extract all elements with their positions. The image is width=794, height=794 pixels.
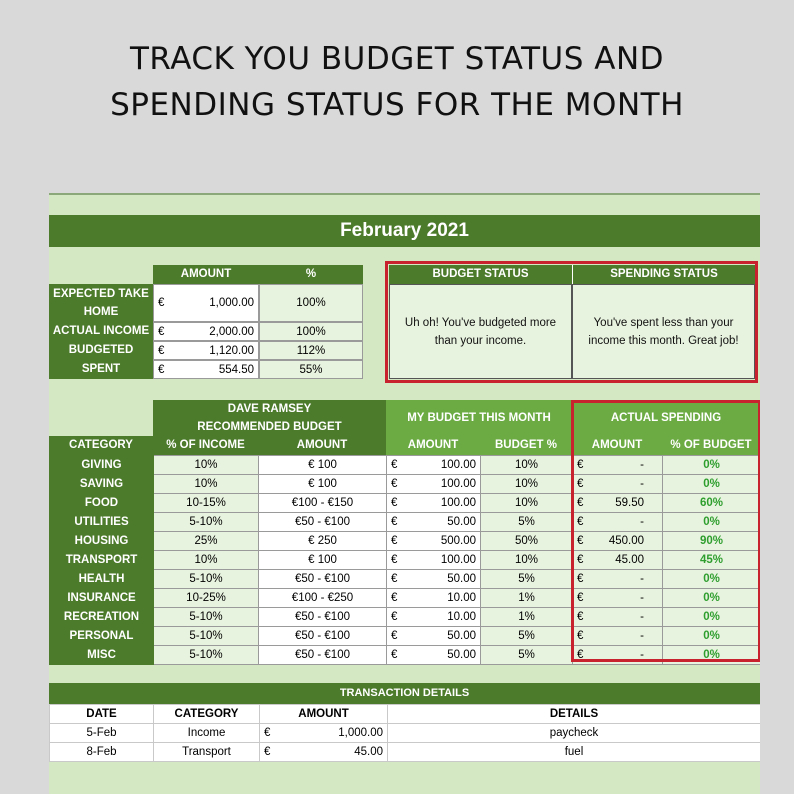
tx-amount-cell[interactable] [260, 743, 388, 762]
currency-symbol: € [577, 535, 584, 547]
my-budget-pct[interactable]: 5% [481, 627, 573, 646]
category-name: FOOD [50, 494, 154, 513]
recommended-pct: 10% [154, 456, 259, 475]
summary-table [49, 284, 363, 379]
my-amount-cell[interactable] [387, 532, 481, 551]
summary-label: BUDGETED [49, 341, 153, 360]
currency-symbol: € [577, 497, 584, 509]
my-budget-pct[interactable]: 5% [481, 570, 573, 589]
summary-amount-cell[interactable] [153, 284, 259, 322]
currency-symbol: € [577, 554, 584, 566]
currency-symbol: € [158, 297, 165, 309]
my-budget-pct[interactable]: 1% [481, 589, 573, 608]
recommended-amount: €100 - €250 [259, 589, 387, 608]
promo-headline [0, 36, 794, 128]
my-amount: 100.00 [440, 497, 476, 509]
spending-status-header: SPENDING STATUS [572, 265, 755, 284]
col-category: CATEGORY [49, 436, 153, 455]
summary-pct[interactable]: 100% [259, 322, 363, 341]
recommended-amount: € 100 [259, 551, 387, 570]
tx-category[interactable]: Income [154, 724, 260, 743]
recommended-amount: €50 - €100 [259, 646, 387, 665]
my-amount: 100.00 [440, 478, 476, 490]
my-budget-section-header: MY BUDGET THIS MONTH [386, 400, 572, 436]
currency-symbol: € [391, 630, 398, 642]
actual-pct-of-budget: 0% [663, 646, 761, 665]
recommended-pct: 5-10% [154, 513, 259, 532]
my-amount-cell[interactable] [387, 551, 481, 570]
my-amount-cell[interactable] [387, 475, 481, 494]
my-amount: 10.00 [447, 592, 476, 604]
currency-symbol: € [577, 630, 584, 642]
col-actual-amount: AMOUNT [572, 436, 662, 455]
category-name: GIVING [50, 456, 154, 475]
currency-symbol: € [577, 573, 584, 585]
my-budget-pct[interactable]: 5% [481, 646, 573, 665]
my-amount-cell[interactable] [387, 646, 481, 665]
headline-line-2: SPENDING STATUS FOR THE MONTH [110, 87, 684, 123]
recommended-pct: 25% [154, 532, 259, 551]
my-budget-pct[interactable]: 5% [481, 513, 573, 532]
category-name: MISC [50, 646, 154, 665]
tx-header-category: CATEGORY [154, 705, 260, 724]
col-pct-budget: % OF BUDGET [662, 436, 760, 455]
actual-amount: 59.50 [615, 497, 644, 509]
category-name: INSURANCE [50, 589, 154, 608]
currency-symbol: € [391, 535, 398, 547]
actual-amount: - [640, 573, 644, 585]
recommended-amount: €50 - €100 [259, 513, 387, 532]
my-amount-cell[interactable] [387, 513, 481, 532]
category-name: PERSONAL [50, 627, 154, 646]
tx-date[interactable]: 5-Feb [50, 724, 154, 743]
summary-label: ACTUAL INCOME [49, 322, 153, 341]
currency-symbol: € [577, 592, 584, 604]
currency-symbol: € [391, 497, 398, 509]
tx-header-amount: AMOUNT [260, 705, 388, 724]
currency-symbol: € [577, 649, 584, 661]
currency-symbol: € [391, 478, 398, 490]
tx-details[interactable]: paycheck [388, 724, 761, 743]
budget-status-message: Uh oh! You've budgeted more than your income. [404, 316, 557, 347]
my-budget-pct[interactable]: 10% [481, 475, 573, 494]
transactions-table [49, 704, 760, 762]
category-name: HOUSING [50, 532, 154, 551]
currency-symbol: € [391, 554, 398, 566]
currency-symbol: € [577, 611, 584, 623]
currency-symbol: € [577, 478, 584, 490]
actual-pct-of-budget: 0% [663, 570, 761, 589]
summary-amount-cell[interactable] [153, 322, 259, 341]
currency-symbol: € [391, 516, 398, 528]
actual-amount: 45.00 [615, 554, 644, 566]
summary-pct[interactable]: 112% [259, 341, 363, 360]
summary-amount-header: AMOUNT [153, 265, 259, 284]
category-name: SAVING [50, 475, 154, 494]
recommended-amount: €50 - €100 [259, 570, 387, 589]
summary-row [49, 284, 363, 322]
status-highlight-frame [385, 261, 758, 383]
tx-amount: 45.00 [354, 746, 383, 758]
summary-amount: 554.50 [218, 363, 254, 376]
actual-amount: - [640, 630, 644, 642]
tx-amount: 1,000.00 [338, 727, 383, 739]
recommended-pct: 5-10% [154, 570, 259, 589]
my-amount: 50.00 [447, 630, 476, 642]
transactions-header-row [50, 705, 761, 724]
recommended-amount: € 100 [259, 456, 387, 475]
tx-date[interactable]: 8-Feb [50, 743, 154, 762]
currency-symbol: € [158, 325, 165, 338]
summary-amount: 2,000.00 [209, 325, 254, 338]
recommended-pct: 5-10% [154, 646, 259, 665]
my-amount-cell[interactable] [387, 627, 481, 646]
my-budget-pct[interactable]: 10% [481, 551, 573, 570]
actual-amount: 450.00 [608, 535, 644, 547]
actual-pct-of-budget: 0% [663, 589, 761, 608]
recommended-pct: 5-10% [154, 627, 259, 646]
table-row [50, 743, 761, 762]
recommended-amount: €50 - €100 [259, 608, 387, 627]
actual-pct-of-budget: 0% [663, 475, 761, 494]
recommended-pct: 10% [154, 551, 259, 570]
actual-amount: - [640, 611, 644, 623]
my-amount-cell[interactable] [387, 589, 481, 608]
actual-pct-of-budget: 90% [663, 532, 761, 551]
category-name: RECREATION [50, 608, 154, 627]
actual-pct-of-budget: 0% [663, 513, 761, 532]
headline-line-1: TRACK YOU BUDGET STATUS AND [129, 41, 665, 77]
my-budget-pct[interactable]: 10% [481, 494, 573, 513]
summary-amount: 1,000.00 [209, 297, 254, 309]
col-my-amount: AMOUNT [386, 436, 480, 455]
actual-pct-of-budget: 45% [663, 551, 761, 570]
my-amount: 50.00 [447, 516, 476, 528]
recommended-amount: € 100 [259, 475, 387, 494]
actual-amount: - [640, 592, 644, 604]
my-amount: 500.00 [440, 535, 476, 547]
summary-pct[interactable]: 100% [259, 284, 363, 322]
tx-header-date: DATE [50, 705, 154, 724]
actual-highlight-frame [571, 400, 760, 662]
my-amount: 50.00 [447, 649, 476, 661]
currency-symbol: € [391, 459, 398, 471]
summary-pct[interactable]: 55% [259, 360, 363, 379]
currency-symbol: € [264, 727, 271, 739]
tx-category[interactable]: Transport [154, 743, 260, 762]
col-amount: AMOUNT [258, 436, 386, 455]
summary-label: SPENT [49, 360, 153, 379]
category-name: UTILITIES [50, 513, 154, 532]
actual-pct-of-budget: 0% [663, 627, 761, 646]
recommended-amount: €50 - €100 [259, 627, 387, 646]
spending-status-message: You've spent less than your income this month. Great job! [588, 316, 739, 347]
actual-pct-of-budget: 0% [663, 456, 761, 475]
recommended-pct: 10-25% [154, 589, 259, 608]
summary-amount-cell[interactable] [153, 360, 259, 379]
my-amount-cell[interactable] [387, 456, 481, 475]
budget-spreadsheet [49, 193, 760, 794]
my-amount-cell[interactable] [387, 608, 481, 627]
recommended-amount: €100 - €150 [259, 494, 387, 513]
currency-symbol: € [264, 746, 271, 758]
recommended-amount: € 250 [259, 532, 387, 551]
ramsey-section-header: DAVE RAMSEY RECOMMENDED BUDGET [153, 400, 386, 436]
table-row [50, 724, 761, 743]
actual-amount: - [640, 459, 644, 471]
my-budget-pct[interactable]: 50% [481, 532, 573, 551]
actual-pct-of-budget: 0% [663, 608, 761, 627]
my-budget-pct[interactable]: 10% [481, 456, 573, 475]
currency-symbol: € [158, 363, 165, 376]
currency-symbol: € [577, 459, 584, 471]
actual-pct-of-budget: 60% [663, 494, 761, 513]
summary-amount: 1,120.00 [209, 344, 254, 357]
summary-pct-header: % [259, 265, 363, 284]
tx-header-details: DETAILS [388, 705, 761, 724]
col-budget-pct: BUDGET % [480, 436, 572, 455]
tx-details[interactable]: fuel [388, 743, 761, 762]
col-pct-income: % OF INCOME [153, 436, 258, 455]
month-title: February 2021 [49, 215, 760, 247]
summary-amount-cell[interactable] [153, 341, 259, 360]
tx-amount-cell[interactable] [260, 724, 388, 743]
my-amount: 50.00 [447, 573, 476, 585]
currency-symbol: € [391, 611, 398, 623]
currency-symbol: € [391, 649, 398, 661]
summary-label: EXPECTED TAKE HOME [49, 284, 153, 322]
budget-status-header: BUDGET STATUS [389, 265, 572, 284]
currency-symbol: € [391, 573, 398, 585]
actual-amount: - [640, 516, 644, 528]
category-name: TRANSPORT [50, 551, 154, 570]
transactions-title: TRANSACTION DETAILS [49, 683, 760, 704]
my-amount: 100.00 [440, 554, 476, 566]
currency-symbol: € [577, 516, 584, 528]
actual-amount: - [640, 649, 644, 661]
actual-amount: - [640, 478, 644, 490]
my-amount: 100.00 [440, 459, 476, 471]
summary-row [49, 341, 363, 360]
recommended-pct: 10% [154, 475, 259, 494]
actual-spending-section-header: ACTUAL SPENDING [572, 400, 760, 436]
summary-row [49, 322, 363, 341]
currency-symbol: € [391, 592, 398, 604]
summary-row [49, 360, 363, 379]
my-amount-cell[interactable] [387, 570, 481, 589]
recommended-pct: 10-15% [154, 494, 259, 513]
my-budget-pct[interactable]: 1% [481, 608, 573, 627]
my-amount-cell[interactable] [387, 494, 481, 513]
category-name: HEALTH [50, 570, 154, 589]
my-amount: 10.00 [447, 611, 476, 623]
currency-symbol: € [158, 344, 165, 357]
recommended-pct: 5-10% [154, 608, 259, 627]
